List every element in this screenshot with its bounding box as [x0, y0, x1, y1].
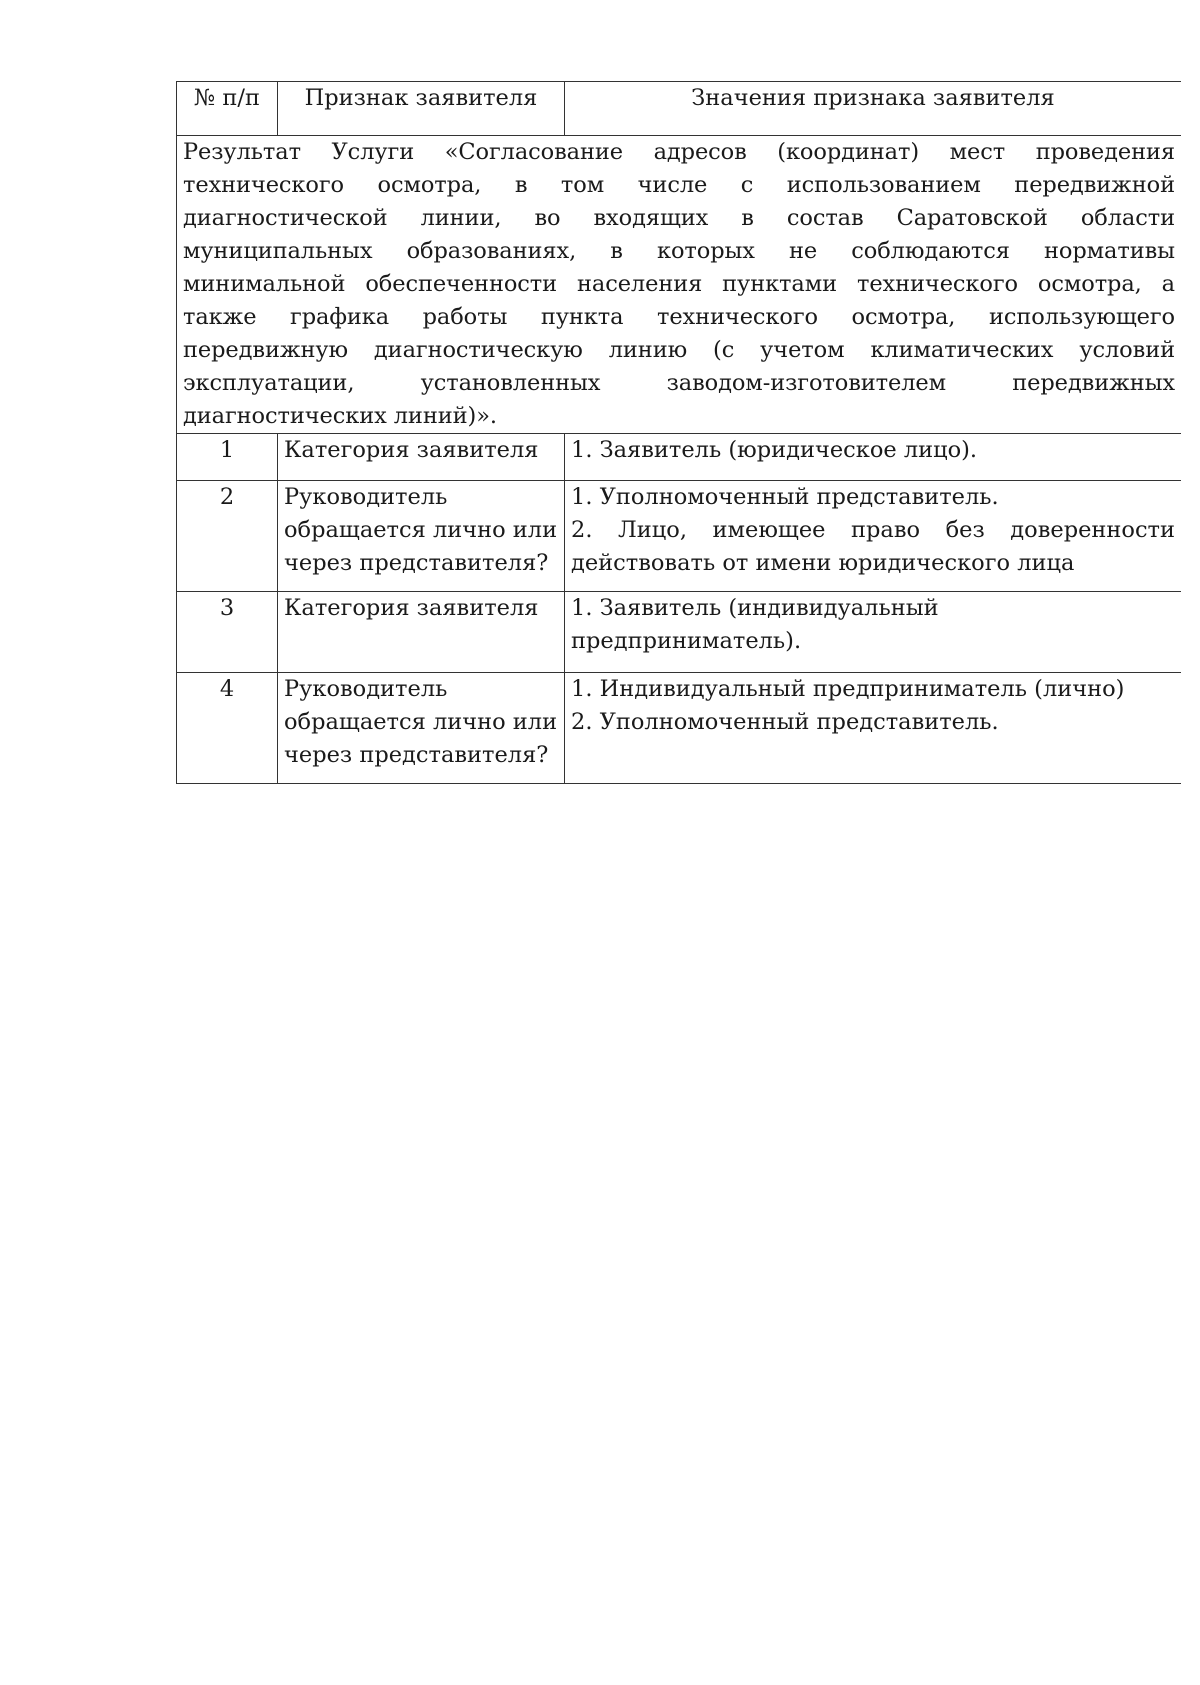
- row-attribute: Категория заявителя: [278, 592, 565, 673]
- table-row: [177, 592, 1182, 673]
- row-attribute: Руководитель обращается лично или через представителя?: [278, 673, 565, 784]
- row-value-item: 1. Индивидуальный предприниматель (лично): [571, 676, 1125, 702]
- header-values: Значения признака заявителя: [565, 82, 1182, 136]
- row-attribute: Руководитель обращается лично или через представителя?: [278, 481, 565, 592]
- row-number: 3: [177, 592, 278, 673]
- row-attribute: Категория заявителя: [278, 434, 565, 481]
- row-value-item: 1. Заявитель (юридическое лицо).: [571, 437, 978, 463]
- table-row: [177, 481, 1182, 592]
- header-number: № п/п: [177, 82, 278, 136]
- table-row: [177, 434, 1182, 481]
- table-header-row: [177, 82, 1182, 136]
- row-values: [565, 434, 1182, 481]
- row-values: [565, 673, 1182, 784]
- row-value-item: 2. Лицо, имеющее право без доверенности действовать от имени юридического лица: [571, 517, 1175, 576]
- row-values: [565, 481, 1182, 592]
- applicant-attributes-table: [176, 81, 1181, 784]
- row-value-item: 1. Заявитель (индивидуальный предприниматель).: [571, 595, 939, 654]
- row-number: 2: [177, 481, 278, 592]
- row-value-item: 2. Уполномоченный представитель.: [571, 709, 999, 735]
- row-number: 1: [177, 434, 278, 481]
- header-attribute: Признак заявителя: [278, 82, 565, 136]
- row-value-item: 1. Уполномоченный представитель.: [571, 484, 999, 510]
- service-result-text: Результат Услуги «Согласование адресов (координат) мест проведения технического осмотра, в том числе с использованием передвижной диагностической линии, во входящих в состав Саратовской области муниципальных образованиях, в которых не соблюдаются нормативы минимальной обеспеченности населения пунктами технического осмотра, а также графика работы пункта технического осмотра, использующего передвижную диагностическую линию (с учетом климатических условий эксплуатации, установленных заводом-изготовителем передвижных диагностических линий)».: [177, 136, 1182, 434]
- row-number: 4: [177, 673, 278, 784]
- result-row: [177, 136, 1182, 434]
- row-values: [565, 592, 1182, 673]
- table-row: [177, 673, 1182, 784]
